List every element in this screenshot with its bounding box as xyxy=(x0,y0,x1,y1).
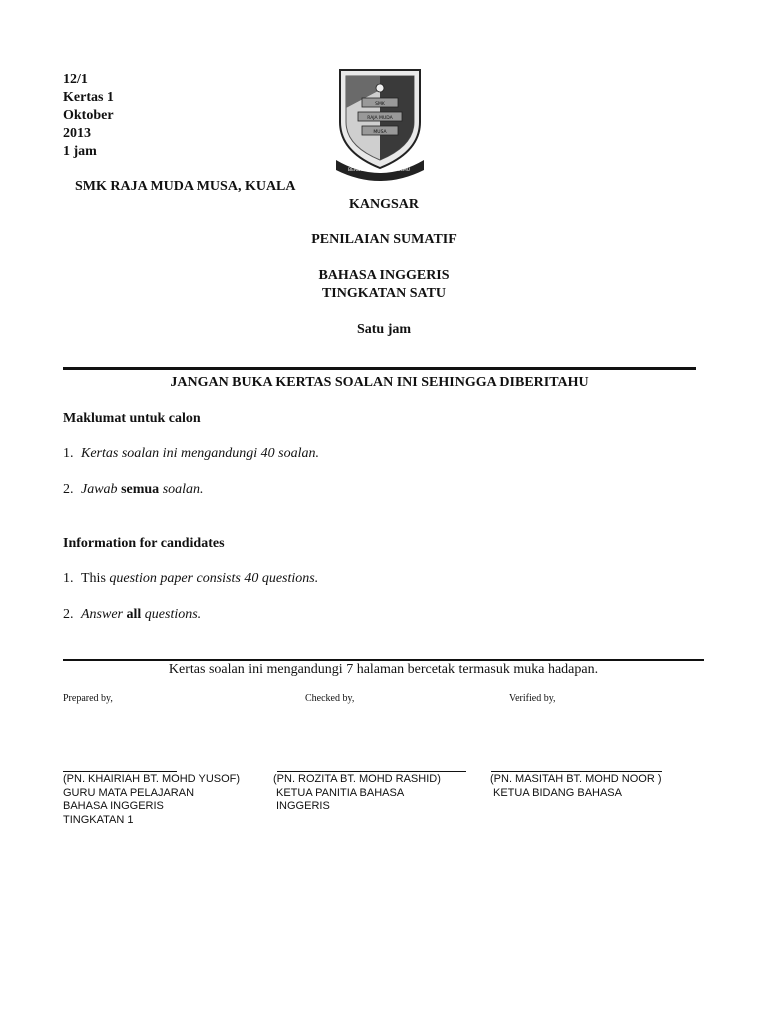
item-text-pre: This xyxy=(81,571,106,586)
exam-subject: BAHASA INGGERIS xyxy=(318,268,450,283)
malay-info-item-2 xyxy=(63,482,204,498)
item-number: 2. xyxy=(63,482,74,497)
prepared-by-label: Prepared by, xyxy=(63,693,113,704)
top-divider xyxy=(63,367,696,370)
paper-code: 12/1 xyxy=(63,72,88,87)
item-number: 1. xyxy=(63,571,74,586)
english-info-item-2 xyxy=(63,607,201,623)
signatory-name: (PN. KHAIRIAH BT. MOHD YUSOF) xyxy=(63,773,241,785)
exam-year: 2013 xyxy=(63,126,91,141)
motto-left: BERDISIPLIN xyxy=(348,168,376,173)
signatory-role: INGGERIS xyxy=(276,800,330,812)
prepared-signature-line xyxy=(63,771,177,772)
signatory-role: GURU MATA PELAJARAN xyxy=(63,786,195,799)
exam-duration: 1 jam xyxy=(63,144,97,159)
signatory-name: (PN. MASITAH BT. MOHD NOOR ) xyxy=(490,773,662,785)
crest-text-mid: RAJA MUDA xyxy=(367,116,393,121)
crest-text-bot: MUSA xyxy=(373,130,387,135)
bottom-divider xyxy=(63,659,704,661)
item-number: 2. xyxy=(63,607,74,622)
checked-signature-line xyxy=(277,771,466,772)
page-count-note: Kertas soalan ini mengandungi 7 halaman bercetak termasuk muka hadapan. xyxy=(168,662,599,677)
signature-block-verified xyxy=(490,773,662,800)
exam-form: TINGKATAN SATU xyxy=(321,286,447,301)
school-name-line1: SMK RAJA MUDA MUSA, KUALA xyxy=(75,179,296,194)
signatory-role: KETUA PANITIA BAHASA xyxy=(276,786,405,799)
english-info-item-1 xyxy=(63,571,318,587)
item-text-bold: all xyxy=(126,607,142,622)
school-crest-logo xyxy=(332,64,428,182)
exam-month: Oktober xyxy=(63,108,114,123)
item-text-italic: question paper consists 40 questions. xyxy=(109,571,319,586)
signatory-role: BAHASA INGGERIS xyxy=(63,800,164,812)
signatory-role: TINGKATAN 1 xyxy=(63,813,134,826)
item-text-post: soalan. xyxy=(162,482,204,497)
signature-block-checked xyxy=(273,773,441,814)
item-text-bold: semua xyxy=(121,482,160,497)
malay-info-item-1 xyxy=(63,446,319,462)
motto-right: BERILMU xyxy=(389,168,411,173)
item-text-pre: Jawab xyxy=(81,482,118,497)
signatory-role: KETUA BIDANG BAHASA xyxy=(493,786,622,799)
item-text: Kertas soalan ini mengandungi 40 soalan. xyxy=(81,446,320,461)
verified-signature-line xyxy=(491,771,662,772)
signatory-name: (PN. ROZITA BT. MOHD RASHID) xyxy=(273,773,441,785)
warning-text: JANGAN BUKA KERTAS SOALAN INI SEHINGGA DIBERITAHU xyxy=(170,375,589,390)
signature-block-prepared xyxy=(63,773,240,827)
malay-info-heading: Maklumat untuk calon xyxy=(63,411,201,426)
school-name-line2: KANGSAR xyxy=(348,197,419,212)
english-info-heading: Information for candidates xyxy=(63,536,225,551)
item-text-post: questions. xyxy=(144,607,202,622)
item-number: 1. xyxy=(63,446,74,461)
crest-text-top: SMK xyxy=(375,102,385,107)
exam-time: Satu jam xyxy=(356,322,412,337)
checked-by-label: Checked by, xyxy=(305,693,355,704)
item-text-pre: Answer xyxy=(81,607,123,622)
verified-by-label: Verified by, xyxy=(509,693,556,704)
exam-title: PENILAIAN SUMATIF xyxy=(311,232,457,247)
paper-number: Kertas 1 xyxy=(63,90,114,105)
